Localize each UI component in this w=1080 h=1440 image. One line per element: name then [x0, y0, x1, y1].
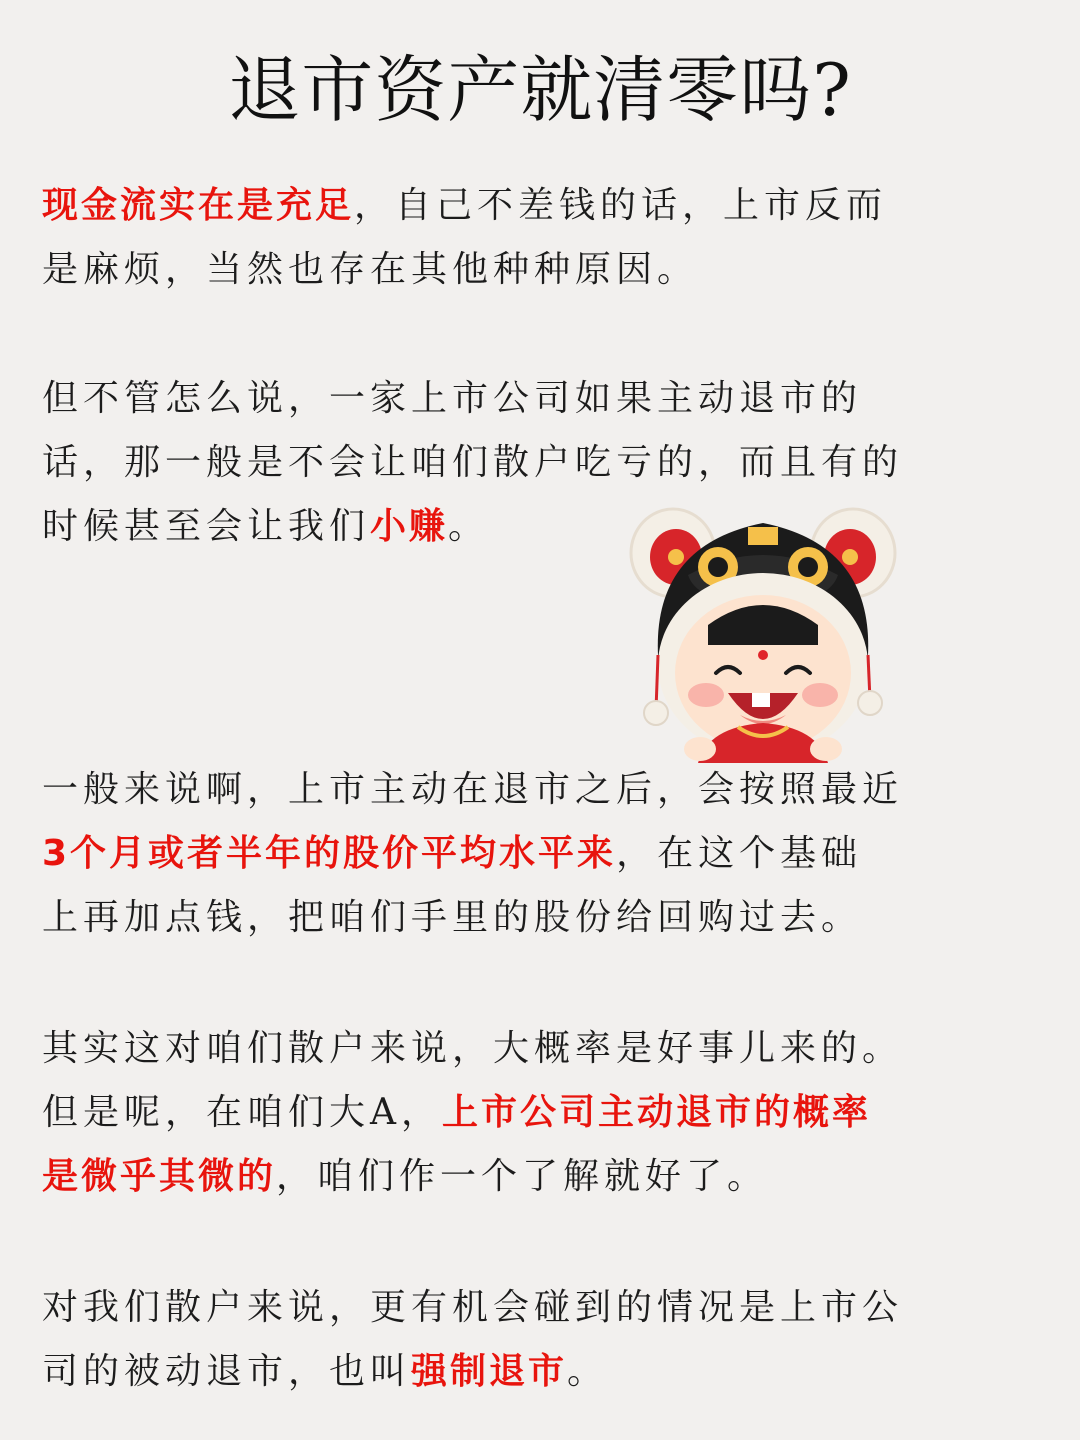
- paragraph-4-line-3: [42, 1145, 942, 1209]
- paragraph-4-line-2: [42, 1081, 942, 1145]
- text-segment: 时候甚至会让我们: [42, 506, 371, 547]
- text-segment: ，在这个基础: [616, 833, 863, 874]
- paragraph-4: [42, 1017, 942, 1209]
- highlight-very-rare: 是微乎其微的: [42, 1156, 277, 1197]
- paragraph-5-line-2: [42, 1340, 942, 1404]
- paragraph-3-line-2: [42, 822, 942, 886]
- highlight-average-price: 3个月或者半年的股价平均水平来: [42, 833, 617, 874]
- paragraph-2-line-1: 但不管怎么说，一家上市公司如果主动退市的: [42, 378, 863, 419]
- paragraph-1-line-1: [42, 174, 942, 238]
- paragraph-5-line-1: 对我们散户来说，更有机会碰到的情况是上市公: [42, 1287, 904, 1328]
- paragraph-2-line-2: 话，那一般是不会让咱们散户吃亏的，而且有的: [42, 442, 904, 483]
- paragraph-3-line-1: 一般来说啊，上市主动在退市之后，会按照最近: [42, 769, 904, 810]
- highlight-small-profit: 小赚: [370, 506, 449, 547]
- text-segment: 。: [567, 1351, 609, 1392]
- paragraph-5: [42, 1276, 942, 1404]
- text-segment: ，自己不差钱的话，上市反而: [354, 185, 888, 226]
- text-segment: 。: [448, 506, 490, 547]
- paragraph-1: [42, 174, 942, 302]
- highlight-delisting-probability: 上市公司主动退市的概率: [442, 1092, 872, 1133]
- paragraph-4-line-1: 其实这对咱们散户来说，大概率是好事儿来的。: [42, 1028, 904, 1069]
- paragraph-3-line-3: 上再加点钱，把咱们手里的股份给回购过去。: [42, 897, 863, 938]
- highlight-cash-flow: 现金流实在是充足: [42, 185, 355, 226]
- paragraph-1-line-2: 是麻烦，当然也存在其他种种原因。: [42, 249, 699, 290]
- lion-hat-child-icon: [628, 505, 898, 765]
- page-title: 退市资产就清零吗?: [228, 48, 852, 132]
- text-segment: 司的被动退市，也叫: [42, 1351, 412, 1392]
- text-segment: 但是呢，在咱们大A，: [42, 1092, 442, 1133]
- paragraph-3: [42, 758, 942, 950]
- highlight-forced-delisting: 强制退市: [411, 1351, 568, 1392]
- text-segment: ，咱们作一个了解就好了。: [276, 1156, 769, 1197]
